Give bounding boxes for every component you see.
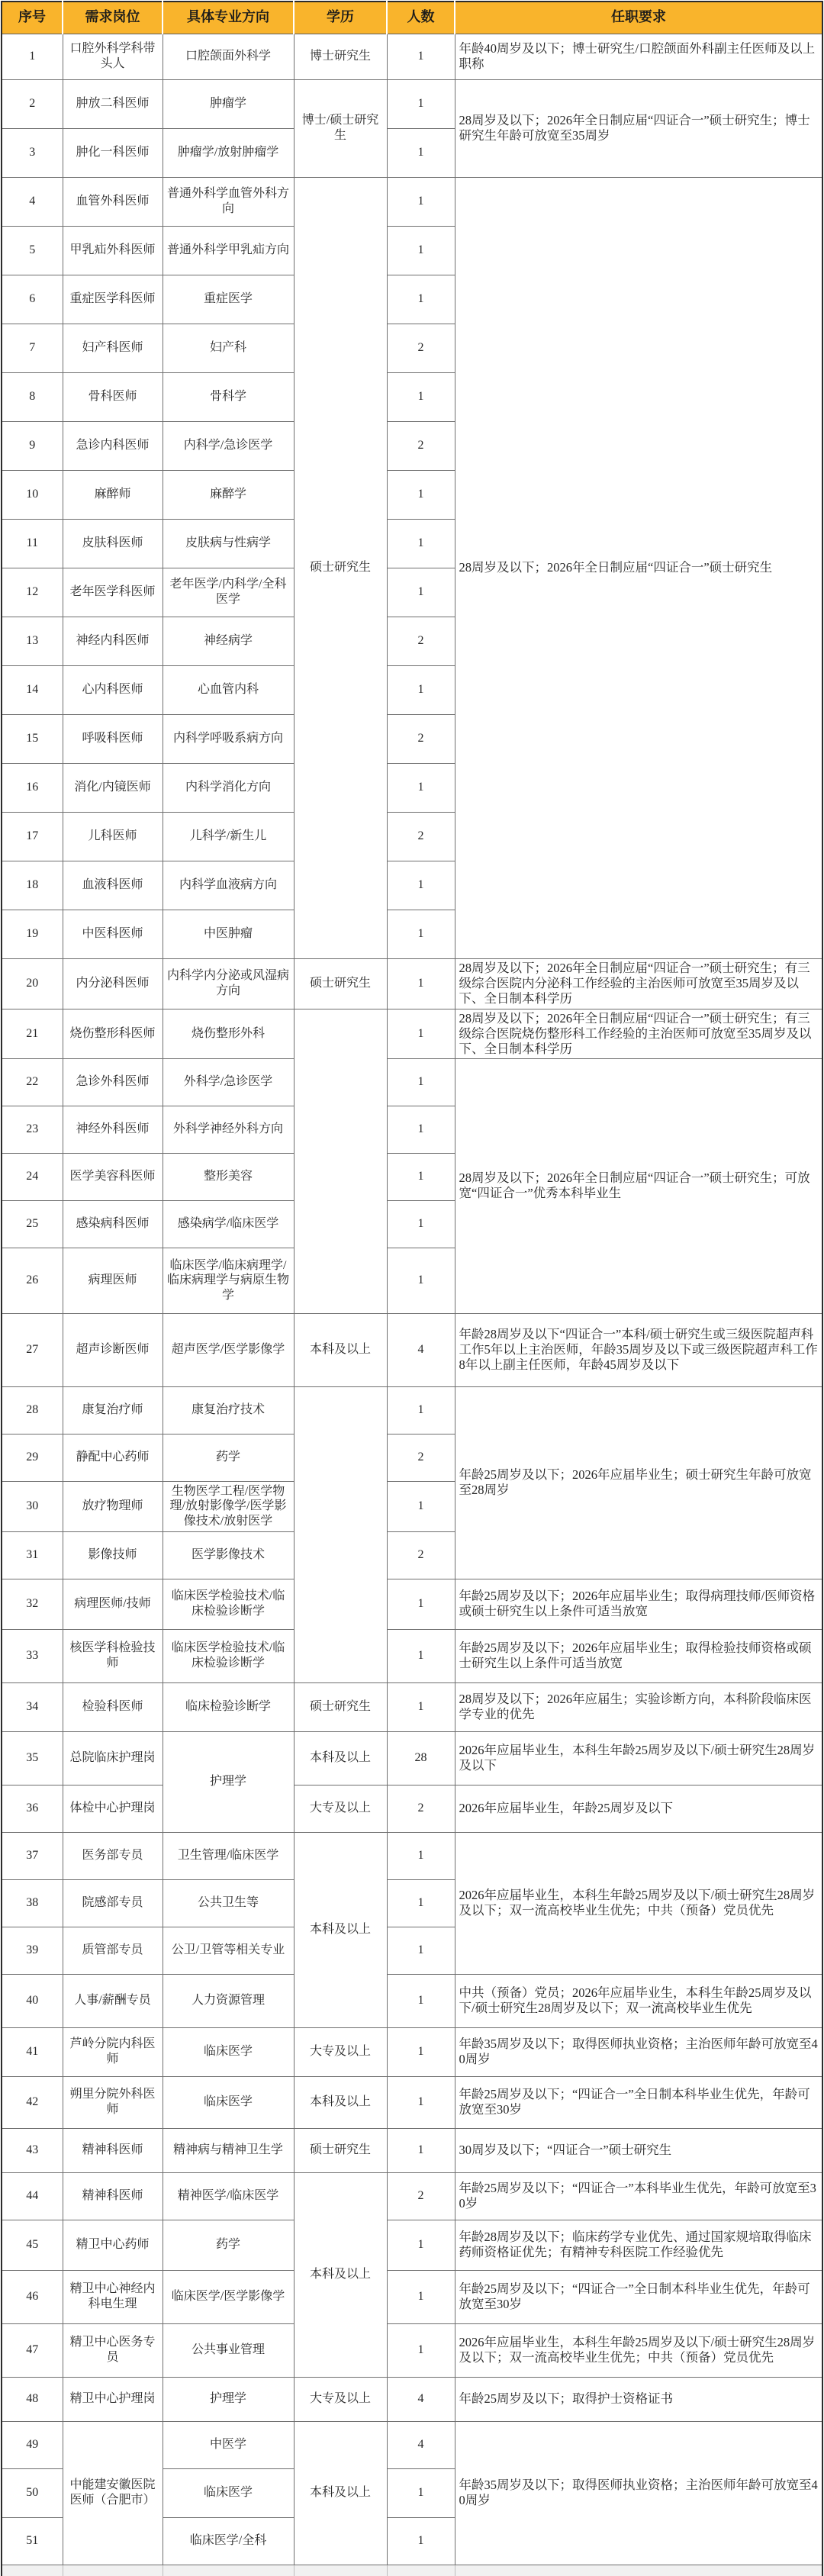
cell-post-row10: 麻醉师 bbox=[63, 470, 163, 519]
cell-edu-row20: 硕士研究生 bbox=[294, 958, 387, 1009]
cell-major-row15: 内科学呼吸系病方向 bbox=[163, 714, 294, 763]
cell-edu-row4: 硕士研究生 bbox=[294, 177, 387, 958]
cell-major-row25: 感染病学/临床医学 bbox=[163, 1200, 294, 1248]
cell-post-row47: 精卫中心医务专员 bbox=[63, 2323, 163, 2377]
cell-post-row45: 精卫中心药师 bbox=[63, 2220, 163, 2270]
cell-major-row40: 人力资源管理 bbox=[163, 1974, 294, 2027]
cell-num-row44: 2 bbox=[387, 2172, 455, 2220]
cell-req-row4: 28周岁及以下；2026年全日制应届“四证合一”硕士研究生 bbox=[455, 177, 822, 958]
table-row-41 bbox=[2, 2027, 822, 2076]
cell-edu-row35: 本科及以上 bbox=[294, 1731, 387, 1785]
cell-req-row27: 年龄28周岁及以下“四证合一”本科/硕士研究生或三级医院超声科工作5年以上主治医师，年龄35周岁及以下或三级医院超声科工作8年以上副主任医师，年龄45周岁及以下 bbox=[455, 1313, 822, 1386]
cell-post-row23: 神经外科医师 bbox=[63, 1106, 163, 1153]
cell-edu-row27: 本科及以上 bbox=[294, 1313, 387, 1386]
table-row-27 bbox=[2, 1313, 822, 1386]
cell-major-row38: 公共卫生等 bbox=[163, 1879, 294, 1927]
cell-post-row17: 儿科医师 bbox=[63, 812, 163, 861]
cell-num-row1: 1 bbox=[387, 34, 455, 79]
cell-no-row29: 29 bbox=[2, 1434, 63, 1481]
cell-num-row32: 1 bbox=[387, 1579, 455, 1629]
cell-req-row1: 年龄40周岁及以下；博士研究生/口腔颌面外科副主任医师及以上职称 bbox=[455, 34, 822, 79]
table-row-49 bbox=[2, 2421, 822, 2468]
cell-post-row30: 放疗物理师 bbox=[63, 1481, 163, 1531]
cell-edu-row48: 大专及以上 bbox=[294, 2377, 387, 2421]
cell-no-row34: 34 bbox=[2, 1682, 63, 1731]
table-row-32 bbox=[2, 1579, 822, 1629]
cell-post-row38: 院感部专员 bbox=[63, 1879, 163, 1927]
cell-post-row18: 血液科医师 bbox=[63, 861, 163, 910]
header-edu: 学历 bbox=[294, 2, 387, 34]
header-req: 任职要求 bbox=[455, 2, 822, 34]
cell-req-row21: 28周岁及以下；2026年全日制应届“四证合一”硕士研究生；有三级综合医院烧伤整形科工作经验的主治医师可放宽至35周岁及以下、全日制本科学历 bbox=[455, 1009, 822, 1058]
cell-post-row24: 医学美容科医师 bbox=[63, 1153, 163, 1200]
cell-post-row43: 精神科医师 bbox=[63, 2128, 163, 2172]
cell-major-row51: 临床医学/全科 bbox=[163, 2517, 294, 2565]
header-row bbox=[2, 2, 822, 34]
cell-post-row39: 质管部专员 bbox=[63, 1927, 163, 1974]
cell-num-row50: 1 bbox=[387, 2468, 455, 2517]
cell-post-row1: 口腔外科学科带头人 bbox=[63, 34, 163, 79]
table-row-1 bbox=[2, 34, 822, 79]
cell-num-row37: 1 bbox=[387, 1832, 455, 1879]
cell-no-row22: 22 bbox=[2, 1058, 63, 1106]
cell-req-row40: 中共（预备）党员；2026年应届毕业生，本科生年龄25周岁及以下/硕士研究生28周岁及以下；双一流高校毕业生优先 bbox=[455, 1974, 822, 2027]
cell-no-row41: 41 bbox=[2, 2027, 63, 2076]
cell-post-row35: 总院临床护理岗 bbox=[63, 1731, 163, 1785]
cell-num-row24: 1 bbox=[387, 1153, 455, 1200]
cell-num-row11: 1 bbox=[387, 519, 455, 568]
cell-no-row8: 8 bbox=[2, 372, 63, 421]
cell-no-row32: 32 bbox=[2, 1579, 63, 1629]
header-post: 需求岗位 bbox=[63, 2, 163, 34]
cell-edu-row1: 博士研究生 bbox=[294, 34, 387, 79]
cell-edu-row37: 本科及以上 bbox=[294, 1832, 387, 2027]
cell-no-row16: 16 bbox=[2, 763, 63, 812]
header-no: 序号 bbox=[2, 2, 63, 34]
cell-no-row4: 4 bbox=[2, 177, 63, 226]
cell-no-row6: 6 bbox=[2, 275, 63, 324]
cell-major-row50: 临床医学 bbox=[163, 2468, 294, 2517]
cell-req-row33: 年龄25周岁及以下；2026年应届毕业生；取得检验技师资格或硕士研究生以上条件可适当放宽 bbox=[455, 1629, 822, 1682]
table-row-36 bbox=[2, 1785, 822, 1832]
cell-no-row50: 50 bbox=[2, 2468, 63, 2517]
cell-post-row46: 精卫中心神经内科电生理 bbox=[63, 2270, 163, 2323]
cell-no-row51: 51 bbox=[2, 2517, 63, 2565]
cell-edu-row43: 硕士研究生 bbox=[294, 2128, 387, 2172]
cell-num-row41: 1 bbox=[387, 2027, 455, 2076]
cell-num-row16: 1 bbox=[387, 763, 455, 812]
table-row-4 bbox=[2, 177, 822, 226]
cell-post-row21: 烧伤整形科医师 bbox=[63, 1009, 163, 1058]
cell-no-row20: 20 bbox=[2, 958, 63, 1009]
cell-num-row2: 1 bbox=[387, 79, 455, 128]
cell-num-row46: 1 bbox=[387, 2270, 455, 2323]
table-row-48 bbox=[2, 2377, 822, 2421]
cell-major-row17: 儿科学/新生儿 bbox=[163, 812, 294, 861]
cell-post-row26: 病理医师 bbox=[63, 1248, 163, 1313]
cell-no-row5: 5 bbox=[2, 226, 63, 275]
table-header bbox=[2, 2, 822, 34]
cell-post-row20: 内分泌科医师 bbox=[63, 958, 163, 1009]
table-row-43 bbox=[2, 2128, 822, 2172]
table-row-21 bbox=[2, 1009, 822, 1058]
table-row-28 bbox=[2, 1386, 822, 1434]
cell-num-row5: 1 bbox=[387, 226, 455, 275]
cell-num-row9: 2 bbox=[387, 421, 455, 470]
cell-edu-row42: 本科及以上 bbox=[294, 2076, 387, 2128]
cell-post-row25: 感染病科医师 bbox=[63, 1200, 163, 1248]
cell-no-row18: 18 bbox=[2, 861, 63, 910]
cell-no-row39: 39 bbox=[2, 1927, 63, 1974]
table-row-42 bbox=[2, 2076, 822, 2128]
cell-edu-row49: 本科及以上 bbox=[294, 2421, 387, 2565]
cell-edu-row36: 大专及以上 bbox=[294, 1785, 387, 1832]
cell-major-row46: 临床医学/医学影像学 bbox=[163, 2270, 294, 2323]
cell-no-row9: 9 bbox=[2, 421, 63, 470]
cell-num-row6: 1 bbox=[387, 275, 455, 324]
cell-post-row44: 精神科医师 bbox=[63, 2172, 163, 2220]
cell-major-row11: 皮肤病与性病学 bbox=[163, 519, 294, 568]
cell-post-row29: 静配中心药师 bbox=[63, 1434, 163, 1481]
cell-post-row8: 骨科医师 bbox=[63, 372, 163, 421]
cell-num-row39: 1 bbox=[387, 1927, 455, 1974]
cell-num-row48: 4 bbox=[387, 2377, 455, 2421]
cell-req-row34: 28周岁及以下；2026年应届生；实验诊断方向，本科阶段临床医学专业的优先 bbox=[455, 1682, 822, 1731]
cell-no-row30: 30 bbox=[2, 1481, 63, 1531]
cell-post-row22: 急诊外科医师 bbox=[63, 1058, 163, 1106]
cell-no-row43: 43 bbox=[2, 2128, 63, 2172]
cell-num-row15: 2 bbox=[387, 714, 455, 763]
cell-req-row46: 年龄25周岁及以下；“四证合一”全日制本科毕业生优先，年龄可放宽至30岁 bbox=[455, 2270, 822, 2323]
cell-no-row44: 44 bbox=[2, 2172, 63, 2220]
cell-post-row41: 芦岭分院内科医师 bbox=[63, 2027, 163, 2076]
cell-post-row4: 血管外科医师 bbox=[63, 177, 163, 226]
cell-no-row46: 46 bbox=[2, 2270, 63, 2323]
table-row-46 bbox=[2, 2270, 822, 2323]
cell-num-row20: 1 bbox=[387, 958, 455, 1009]
cell-num-row17: 2 bbox=[387, 812, 455, 861]
cell-post-row11: 皮肤科医师 bbox=[63, 519, 163, 568]
cell-num-row21: 1 bbox=[387, 1009, 455, 1058]
cell-no-row36: 36 bbox=[2, 1785, 63, 1832]
cell-no-row19: 19 bbox=[2, 910, 63, 958]
cell-major-row33: 临床医学检验技术/临床检验诊断学 bbox=[163, 1629, 294, 1682]
cell-major-row27: 超声医学/医学影像学 bbox=[163, 1313, 294, 1386]
cell-no-row3: 3 bbox=[2, 128, 63, 177]
cell-major-row21: 烧伤整形外科 bbox=[163, 1009, 294, 1058]
cell-no-row11: 11 bbox=[2, 519, 63, 568]
cell-edu-row34: 硕士研究生 bbox=[294, 1682, 387, 1731]
cell-major-row29: 药学 bbox=[163, 1434, 294, 1481]
cell-req-row44: 年龄25周岁及以下；“四证合一”本科毕业生优先，年龄可放宽至30岁 bbox=[455, 2172, 822, 2220]
cell-req-row22: 28周岁及以下；2026年全日制应届“四证合一”硕士研究生；可放宽“四证合一”优秀本科毕业生 bbox=[455, 1058, 822, 1313]
cell-major-row32: 临床医学检验技术/临床检验诊断学 bbox=[163, 1579, 294, 1629]
cell-req-row49: 年龄35周岁及以下；取得医师执业资格；主治医师年龄可放宽至40周岁 bbox=[455, 2421, 822, 2565]
cell-num-row18: 1 bbox=[387, 861, 455, 910]
cell-req-row32: 年龄25周岁及以下；2026年应届毕业生；取得病理技师/医师资格或硕士研究生以上条件可适当放宽 bbox=[455, 1579, 822, 1629]
cell-edu-row41: 大专及以上 bbox=[294, 2027, 387, 2076]
cell-major-row18: 内科学血液病方向 bbox=[163, 861, 294, 910]
cell-major-row41: 临床医学 bbox=[163, 2027, 294, 2076]
cell-major-row35: 护理学 bbox=[163, 1731, 294, 1832]
cell-major-row2: 肿瘤学 bbox=[163, 79, 294, 128]
cell-num-row45: 1 bbox=[387, 2220, 455, 2270]
cell-edu-row28 bbox=[294, 1386, 387, 1682]
cell-num-row23: 1 bbox=[387, 1106, 455, 1153]
table-row-33 bbox=[2, 1629, 822, 1682]
table-row-34 bbox=[2, 1682, 822, 1731]
cell-num-row29: 2 bbox=[387, 1434, 455, 1481]
cropped-cell-post bbox=[63, 2565, 163, 2576]
table-row-37 bbox=[2, 1832, 822, 1879]
cell-num-row34: 1 bbox=[387, 1682, 455, 1731]
cell-major-row19: 中医肿瘤 bbox=[163, 910, 294, 958]
table-row-45 bbox=[2, 2220, 822, 2270]
cropped-cell-num bbox=[387, 2565, 455, 2576]
cell-no-row33: 33 bbox=[2, 1629, 63, 1682]
cell-post-row36: 体检中心护理岗 bbox=[63, 1785, 163, 1832]
cell-req-row28: 年龄25周岁及以下；2026年应届毕业生；硕士研究生年龄可放宽至28周岁 bbox=[455, 1386, 822, 1579]
cell-major-row16: 内科学消化方向 bbox=[163, 763, 294, 812]
cell-major-row30: 生物医学工程/医学物理/放射影像学/医学影像技术/放射医学 bbox=[163, 1481, 294, 1531]
cell-no-row48: 48 bbox=[2, 2377, 63, 2421]
cell-major-row7: 妇产科 bbox=[163, 324, 294, 372]
cell-num-row36: 2 bbox=[387, 1785, 455, 1832]
cell-num-row38: 1 bbox=[387, 1879, 455, 1927]
cell-post-row16: 消化/内镜医师 bbox=[63, 763, 163, 812]
cell-post-row34: 检验科医师 bbox=[63, 1682, 163, 1731]
cell-no-row15: 15 bbox=[2, 714, 63, 763]
cell-post-row27: 超声诊断医师 bbox=[63, 1313, 163, 1386]
cell-major-row28: 康复治疗技术 bbox=[163, 1386, 294, 1434]
cell-post-row7: 妇产科医师 bbox=[63, 324, 163, 372]
table-row-20 bbox=[2, 958, 822, 1009]
cell-num-row42: 1 bbox=[387, 2076, 455, 2128]
cropped-cell-no bbox=[2, 2565, 63, 2576]
cell-req-row36: 2026年应届毕业生，年龄25周岁及以下 bbox=[455, 1785, 822, 1832]
table-row-47 bbox=[2, 2323, 822, 2377]
cell-major-row20: 内科学内分泌或风湿病方向 bbox=[163, 958, 294, 1009]
cell-major-row26: 临床医学/临床病理学/临床病理学与病原生物学 bbox=[163, 1248, 294, 1313]
cell-major-row14: 心血管内科 bbox=[163, 665, 294, 714]
cell-no-row31: 31 bbox=[2, 1531, 63, 1579]
cell-no-row45: 45 bbox=[2, 2220, 63, 2270]
cell-no-row27: 27 bbox=[2, 1313, 63, 1386]
cell-no-row1: 1 bbox=[2, 34, 63, 79]
cell-major-row47: 公共事业管理 bbox=[163, 2323, 294, 2377]
cell-no-row26: 26 bbox=[2, 1248, 63, 1313]
table-body bbox=[2, 34, 822, 2576]
cell-num-row3: 1 bbox=[387, 128, 455, 177]
cell-major-row12: 老年医学/内科学/全科医学 bbox=[163, 568, 294, 617]
cell-post-row49: 中能建安徽医院医师（合肥市） bbox=[63, 2421, 163, 2565]
cell-post-row3: 肿化一科医师 bbox=[63, 128, 163, 177]
cell-num-row22: 1 bbox=[387, 1058, 455, 1106]
cell-num-row40: 1 bbox=[387, 1974, 455, 2027]
cell-post-row28: 康复治疗师 bbox=[63, 1386, 163, 1434]
cell-major-row24: 整形美容 bbox=[163, 1153, 294, 1200]
cell-no-row40: 40 bbox=[2, 1974, 63, 2027]
cell-edu-row2: 博士/硕士研究生 bbox=[294, 79, 387, 177]
cropped-cell-edu bbox=[294, 2565, 387, 2576]
cell-major-row10: 麻醉学 bbox=[163, 470, 294, 519]
cell-num-row30: 1 bbox=[387, 1481, 455, 1531]
table-row-35 bbox=[2, 1731, 822, 1785]
cell-num-row25: 1 bbox=[387, 1200, 455, 1248]
cell-major-row1: 口腔颌面外科学 bbox=[163, 34, 294, 79]
cell-no-row14: 14 bbox=[2, 665, 63, 714]
cell-req-row41: 年龄35周岁及以下；取得医师执业资格；主治医师年龄可放宽至40周岁 bbox=[455, 2027, 822, 2076]
cell-major-row49: 中医学 bbox=[163, 2421, 294, 2468]
cell-major-row5: 普通外科学甲乳疝方向 bbox=[163, 226, 294, 275]
cell-post-row14: 心内科医师 bbox=[63, 665, 163, 714]
cell-req-row20: 28周岁及以下；2026年全日制应届“四证合一”硕士研究生；有三级综合医院内分泌科工作经验的主治医师可放宽至35周岁及以下、全日制本科学历 bbox=[455, 958, 822, 1009]
cell-post-row40: 人事/薪酬专员 bbox=[63, 1974, 163, 2027]
cell-req-row42: 年龄25周岁及以下；“四证合一”全日制本科毕业生优先，年龄可放宽至30岁 bbox=[455, 2076, 822, 2128]
table-row-40 bbox=[2, 1974, 822, 2027]
cell-post-row33: 核医学科检验技师 bbox=[63, 1629, 163, 1682]
table-row-2 bbox=[2, 79, 822, 128]
cell-req-row45: 年龄28周岁及以下；临床药学专业优先、通过国家规培取得临床药师资格证优先；有精神专科医院工作经验优先 bbox=[455, 2220, 822, 2270]
cell-num-row14: 1 bbox=[387, 665, 455, 714]
cell-num-row35: 28 bbox=[387, 1731, 455, 1785]
cell-no-row24: 24 bbox=[2, 1153, 63, 1200]
cell-num-row33: 1 bbox=[387, 1629, 455, 1682]
cell-post-row31: 影像技师 bbox=[63, 1531, 163, 1579]
cell-no-row17: 17 bbox=[2, 812, 63, 861]
cell-major-row34: 临床检验诊断学 bbox=[163, 1682, 294, 1731]
cell-num-row47: 1 bbox=[387, 2323, 455, 2377]
cell-no-row28: 28 bbox=[2, 1386, 63, 1434]
recruitment-table bbox=[1, 1, 823, 2576]
cell-num-row19: 1 bbox=[387, 910, 455, 958]
cell-num-row28: 1 bbox=[387, 1386, 455, 1434]
cell-no-row10: 10 bbox=[2, 470, 63, 519]
cell-post-row12: 老年医学科医师 bbox=[63, 568, 163, 617]
cell-no-row35: 35 bbox=[2, 1731, 63, 1785]
cell-no-row13: 13 bbox=[2, 617, 63, 665]
cell-major-row42: 临床医学 bbox=[163, 2076, 294, 2128]
cell-no-row21: 21 bbox=[2, 1009, 63, 1058]
cell-req-row2: 28周岁及以下；2026年全日制应届“四证合一”硕士研究生；博士研究生年龄可放宽至35周岁 bbox=[455, 79, 822, 177]
cell-no-row12: 12 bbox=[2, 568, 63, 617]
cell-major-row44: 精神医学/临床医学 bbox=[163, 2172, 294, 2220]
cell-post-row42: 朔里分院外科医师 bbox=[63, 2076, 163, 2128]
cell-post-row13: 神经内科医师 bbox=[63, 617, 163, 665]
cell-major-row22: 外科学/急诊医学 bbox=[163, 1058, 294, 1106]
cell-num-row12: 1 bbox=[387, 568, 455, 617]
cell-post-row6: 重症医学科医师 bbox=[63, 275, 163, 324]
cell-num-row4: 1 bbox=[387, 177, 455, 226]
cell-num-row27: 4 bbox=[387, 1313, 455, 1386]
cell-num-row10: 1 bbox=[387, 470, 455, 519]
cell-major-row9: 内科学/急诊医学 bbox=[163, 421, 294, 470]
cell-no-row38: 38 bbox=[2, 1879, 63, 1927]
cell-num-row31: 2 bbox=[387, 1531, 455, 1579]
cell-no-row47: 47 bbox=[2, 2323, 63, 2377]
cell-num-row43: 1 bbox=[387, 2128, 455, 2172]
cropped-cell-req bbox=[455, 2565, 822, 2576]
cell-no-row2: 2 bbox=[2, 79, 63, 128]
cell-post-row32: 病理医师/技师 bbox=[63, 1579, 163, 1629]
cell-req-row35: 2026年应届毕业生，本科生年龄25周岁及以下/硕士研究生28周岁及以下 bbox=[455, 1731, 822, 1785]
cell-no-row49: 49 bbox=[2, 2421, 63, 2468]
cell-num-row13: 2 bbox=[387, 617, 455, 665]
cell-post-row2: 肿放二科医师 bbox=[63, 79, 163, 128]
cell-post-row37: 医务部专员 bbox=[63, 1832, 163, 1879]
cell-no-row23: 23 bbox=[2, 1106, 63, 1153]
cell-post-row48: 精卫中心护理岗 bbox=[63, 2377, 163, 2421]
cell-num-row51: 1 bbox=[387, 2517, 455, 2565]
cell-edu-row44: 本科及以上 bbox=[294, 2172, 387, 2377]
cell-major-row31: 医学影像技术 bbox=[163, 1531, 294, 1579]
cell-major-row13: 神经病学 bbox=[163, 617, 294, 665]
cell-req-row48: 年龄25周岁及以下；取得护士资格证书 bbox=[455, 2377, 822, 2421]
header-major: 具体专业方向 bbox=[163, 2, 294, 34]
cell-post-row15: 呼吸科医师 bbox=[63, 714, 163, 763]
cell-num-row8: 1 bbox=[387, 372, 455, 421]
cell-num-row26: 1 bbox=[387, 1248, 455, 1313]
cell-major-row43: 精神病与精神卫生学 bbox=[163, 2128, 294, 2172]
table-row-22 bbox=[2, 1058, 822, 1106]
table-row-44 bbox=[2, 2172, 822, 2220]
cell-major-row6: 重症医学 bbox=[163, 275, 294, 324]
cropped-cell-major bbox=[163, 2565, 294, 2576]
cell-num-row7: 2 bbox=[387, 324, 455, 372]
cell-no-row37: 37 bbox=[2, 1832, 63, 1879]
header-num: 人数 bbox=[387, 2, 455, 34]
cell-no-row25: 25 bbox=[2, 1200, 63, 1248]
cropped-bottom-row bbox=[2, 2565, 822, 2576]
cell-post-row9: 急诊内科医师 bbox=[63, 421, 163, 470]
cell-major-row39: 公卫/卫管等相关专业 bbox=[163, 1927, 294, 1974]
cell-req-row43: 30周岁及以下；“四证合一”硕士研究生 bbox=[455, 2128, 822, 2172]
cell-major-row23: 外科学神经外科方向 bbox=[163, 1106, 294, 1153]
cell-major-row3: 肿瘤学/放射肿瘤学 bbox=[163, 128, 294, 177]
cell-major-row8: 骨科学 bbox=[163, 372, 294, 421]
cell-post-row5: 甲乳疝外科医师 bbox=[63, 226, 163, 275]
cell-edu-row21 bbox=[294, 1009, 387, 1313]
cell-num-row49: 4 bbox=[387, 2421, 455, 2468]
cell-major-row37: 卫生管理/临床医学 bbox=[163, 1832, 294, 1879]
cell-no-row42: 42 bbox=[2, 2076, 63, 2128]
cell-req-row37: 2026年应届毕业生，本科生年龄25周岁及以下/硕士研究生28周岁及以下；双一流高校毕业生优先；中共（预备）党员优先 bbox=[455, 1832, 822, 1974]
cell-major-row48: 护理学 bbox=[163, 2377, 294, 2421]
cell-no-row7: 7 bbox=[2, 324, 63, 372]
cell-req-row47: 2026年应届毕业生，本科生年龄25周岁及以下/硕士研究生28周岁及以下；双一流高校毕业生优先；中共（预备）党员优先 bbox=[455, 2323, 822, 2377]
cell-major-row45: 药学 bbox=[163, 2220, 294, 2270]
cell-major-row4: 普通外科学血管外科方向 bbox=[163, 177, 294, 226]
cell-post-row19: 中医科医师 bbox=[63, 910, 163, 958]
